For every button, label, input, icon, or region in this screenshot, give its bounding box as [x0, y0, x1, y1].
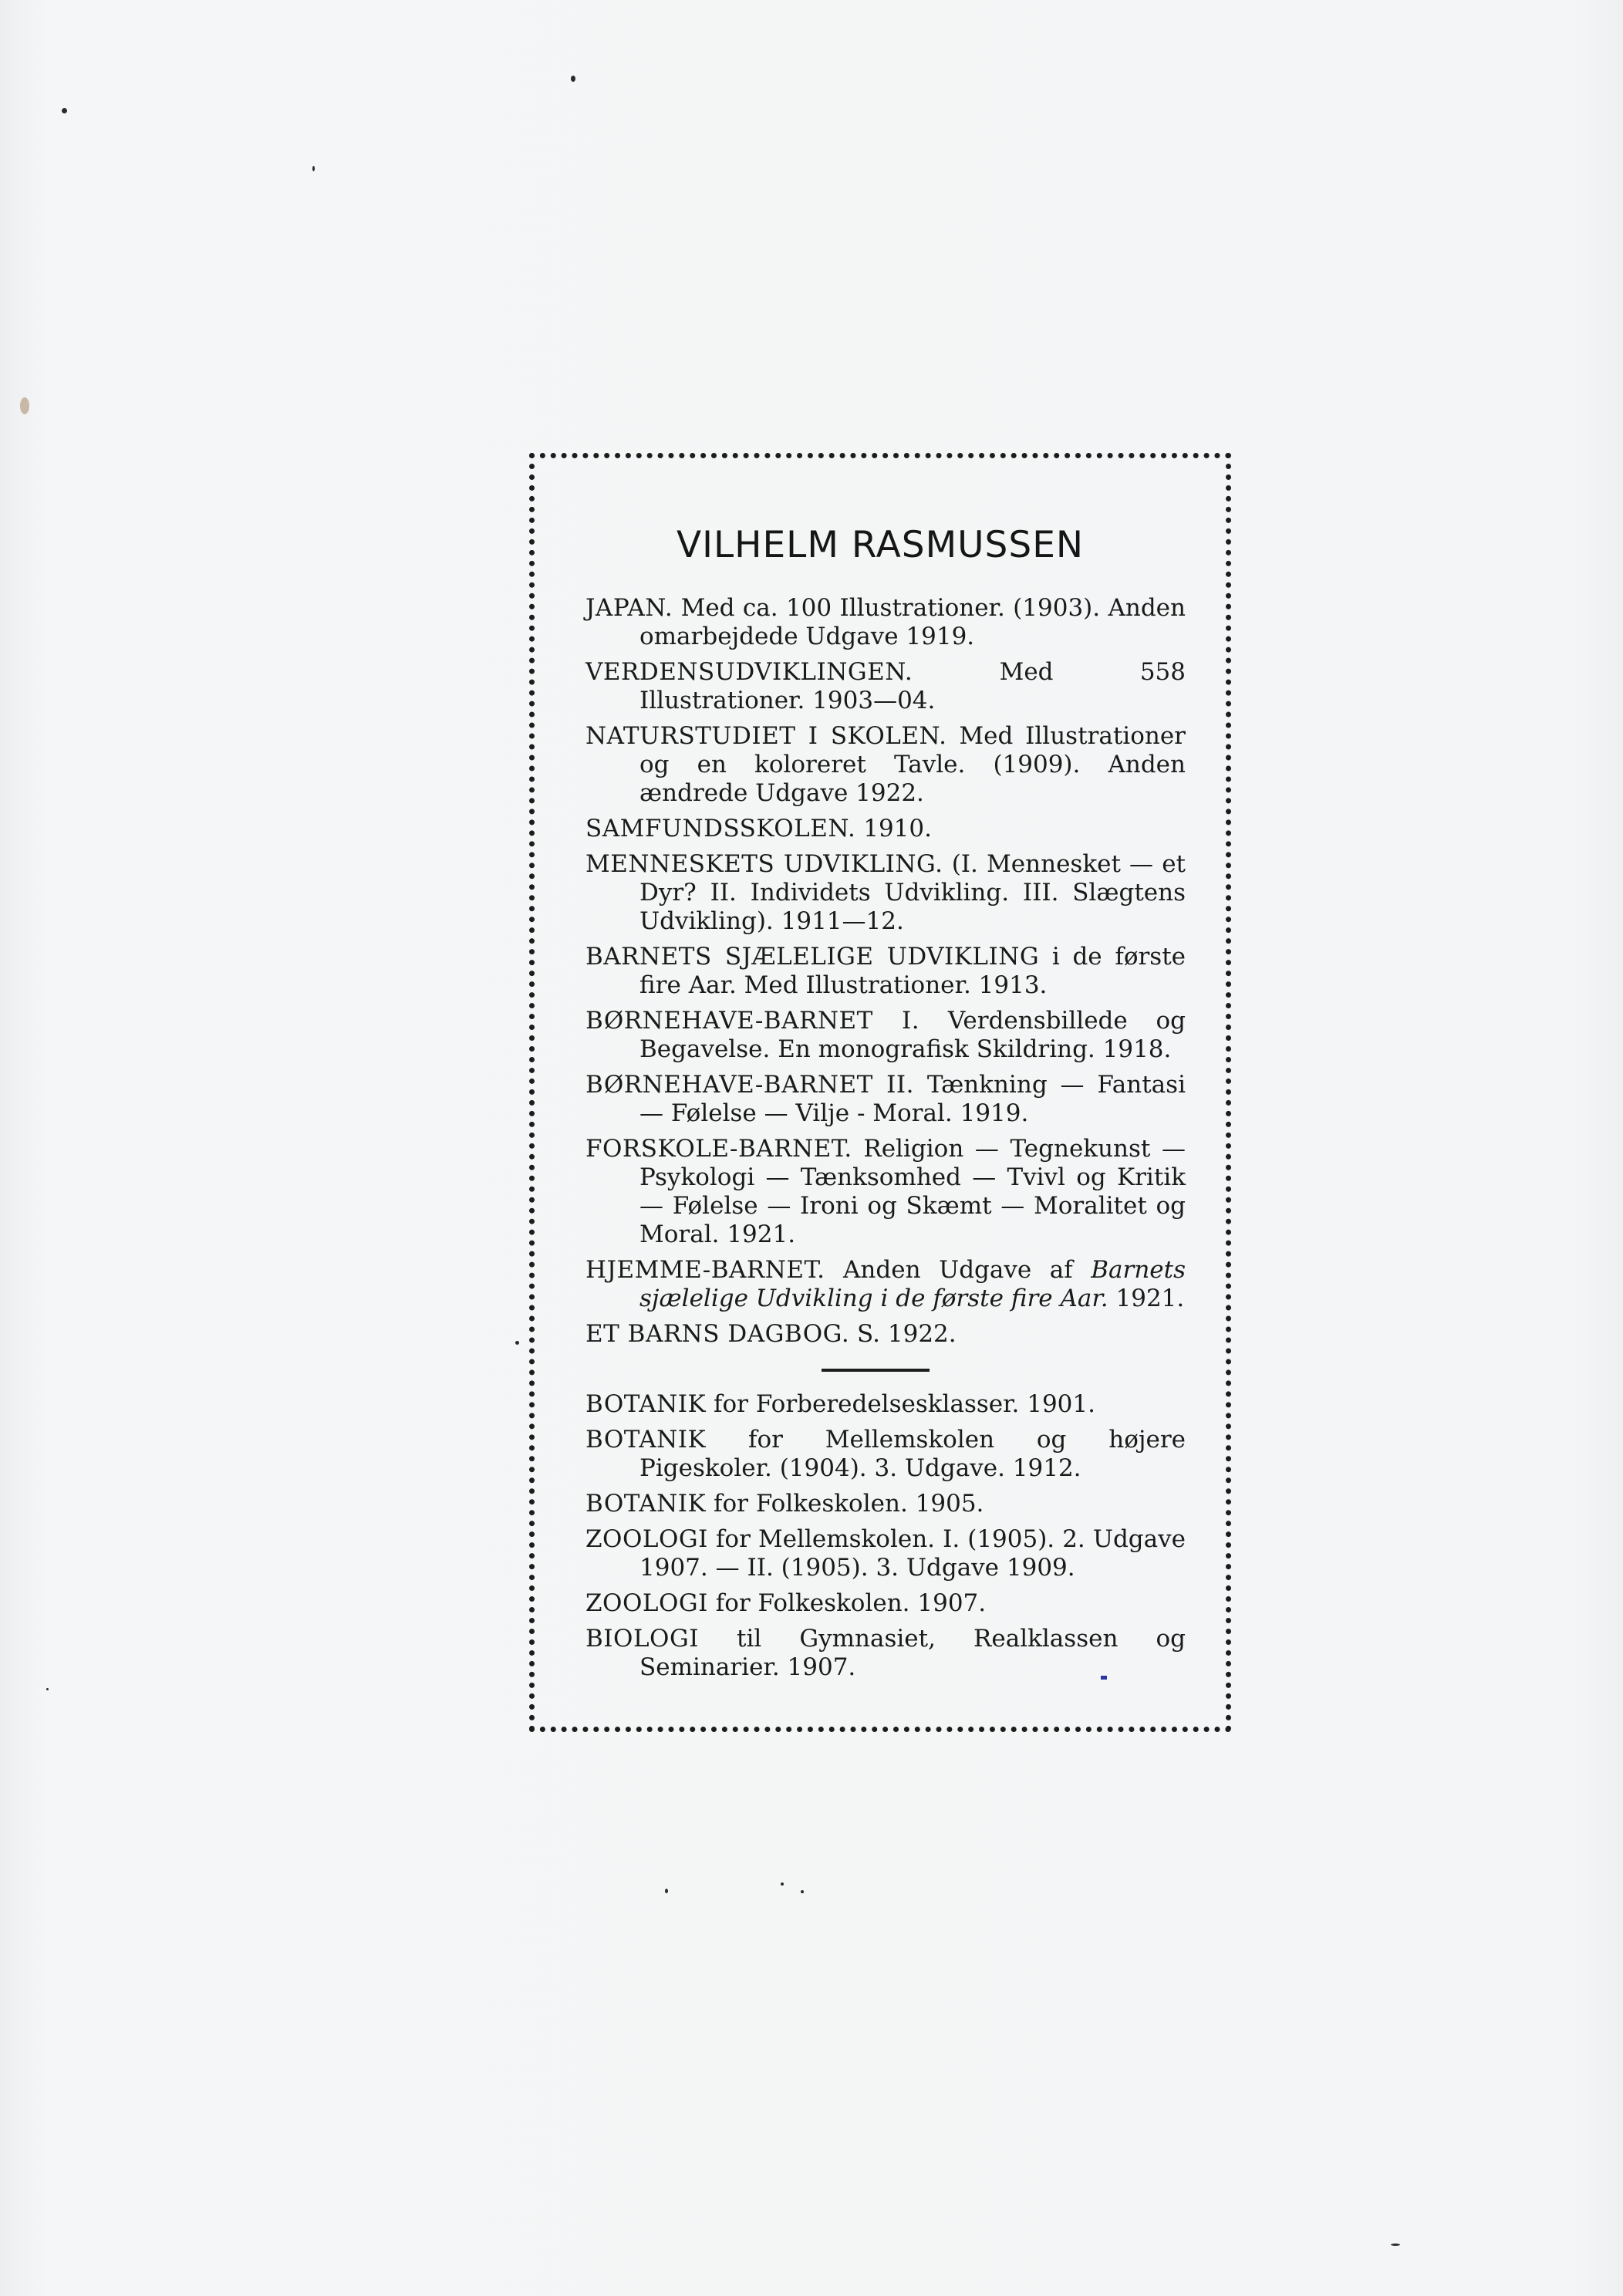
book-details: for Mellemskolen. I. (1905). 2. Udgave 1907. — II. (1905). 3. Udgave 1909.	[639, 1525, 1186, 1582]
book-entry	[585, 1625, 1186, 1682]
book-entry	[585, 1071, 1186, 1128]
dust-speck	[46, 1688, 49, 1690]
book-details: Med Illustrationer og en koloreret Tavle. (1909). Anden ændrede Udgave 1922.	[639, 722, 1186, 807]
book-details: til Gymnasiet, Realklassen og Seminarier. 1907.	[639, 1625, 1186, 1681]
dust-speck	[781, 1882, 784, 1886]
book-title: NATURSTUDIET I SKOLEN.	[585, 722, 947, 750]
book-details: Religion — Tegnekunst — Psykologi — Tænksomhed — Tvivl og Kritik — Følelse — Ironi og Skæmt — Moralitet og Moral. 1921.	[639, 1135, 1186, 1248]
book-title: FORSKOLE-BARNET.	[585, 1135, 852, 1163]
book-details: Med ca. 100 Illustrationer. (1903). Anden omarbejdede Udgave 1919.	[639, 594, 1186, 650]
book-year: 1921.	[1115, 1285, 1185, 1312]
dust-speck	[571, 76, 575, 82]
author-heading: VILHELM RASMUSSEN	[676, 524, 1085, 566]
book-entry	[585, 1490, 1186, 1518]
dust-speck	[1391, 2244, 1400, 2246]
dust-speck	[62, 108, 67, 113]
book-title: BØRNEHAVE-BARNET I.	[585, 1007, 920, 1035]
dust-speck	[801, 1890, 804, 1893]
section-divider	[822, 1369, 930, 1372]
booklist-frame	[529, 453, 1231, 1732]
book-title: HJEMME-BARNET.	[585, 1256, 825, 1284]
book-entry	[585, 850, 1186, 936]
dust-speck	[515, 1341, 519, 1345]
book-details: i de første fire Aar. Med Illustrationer. 1913.	[639, 943, 1186, 999]
book-title: JAPAN.	[585, 594, 673, 622]
ink-mark	[1101, 1676, 1107, 1680]
book-details: Anden Udgave af	[843, 1256, 1073, 1284]
book-entry	[585, 1390, 1186, 1419]
works-list	[585, 594, 1186, 1349]
book-entry	[585, 722, 1186, 808]
dust-speck	[665, 1889, 668, 1893]
book-entry	[585, 1426, 1186, 1483]
book-details: Verdensbillede og Begavelse. En monografisk Skildring. 1918.	[639, 1007, 1186, 1063]
book-entry	[585, 1135, 1186, 1249]
book-entry	[585, 594, 1186, 651]
book-title: ZOOLOGI	[585, 1525, 708, 1553]
book-details: S. 1922.	[857, 1320, 957, 1348]
book-italic-title: Barnets sjælelige Udvikling i de første fire Aar.	[639, 1256, 1186, 1312]
booklist	[585, 594, 1186, 1689]
book-title: BOTANIK	[585, 1426, 707, 1454]
book-details: 1910.	[863, 815, 932, 842]
book-entry	[585, 1589, 1186, 1618]
book-details: for Forberedelsesklasser. 1901.	[714, 1390, 1095, 1418]
book-title: ZOOLOGI	[585, 1589, 708, 1617]
book-title: MENNESKETS UDVIKLING.	[585, 850, 943, 878]
book-title: BOTANIK	[585, 1390, 707, 1418]
book-title: BOTANIK	[585, 1490, 707, 1518]
book-entry	[585, 1256, 1186, 1313]
book-entry	[585, 1007, 1186, 1064]
book-entry	[585, 1525, 1186, 1582]
book-entry	[585, 658, 1186, 715]
book-details: for Folkeskolen. 1905.	[714, 1490, 984, 1518]
textbooks-list	[585, 1390, 1186, 1682]
book-entry	[585, 815, 1186, 843]
book-entry	[585, 943, 1186, 1000]
book-title: ET BARNS DAGBOG.	[585, 1320, 850, 1348]
book-details: (I. Mennesket — et Dyr? II. Individets Udvikling. III. Slægtens Udvikling). 1911—12.	[639, 850, 1186, 935]
book-title: BIOLOGI	[585, 1625, 699, 1653]
book-details: Tænkning — Fantasi — Følelse — Vilje - Moral. 1919.	[639, 1071, 1186, 1127]
book-title: BØRNEHAVE-BARNET II.	[585, 1071, 914, 1099]
book-title: SAMFUNDSSKOLEN.	[585, 815, 856, 842]
dust-speck	[20, 397, 29, 414]
dust-speck	[312, 166, 315, 171]
book-details: for Folkeskolen. 1907.	[715, 1589, 987, 1617]
book-details: Med 558 Illustrationer. 1903—04.	[639, 658, 1186, 714]
book-title: VERDENSUDVIKLINGEN.	[585, 658, 913, 686]
book-details: for Mellemskolen og højere Pigeskoler. (1904). 3. Udgave. 1912.	[639, 1426, 1186, 1482]
book-title: BARNETS SJÆLELIGE UDVIKLING	[585, 943, 1040, 971]
book-entry	[585, 1320, 1186, 1349]
